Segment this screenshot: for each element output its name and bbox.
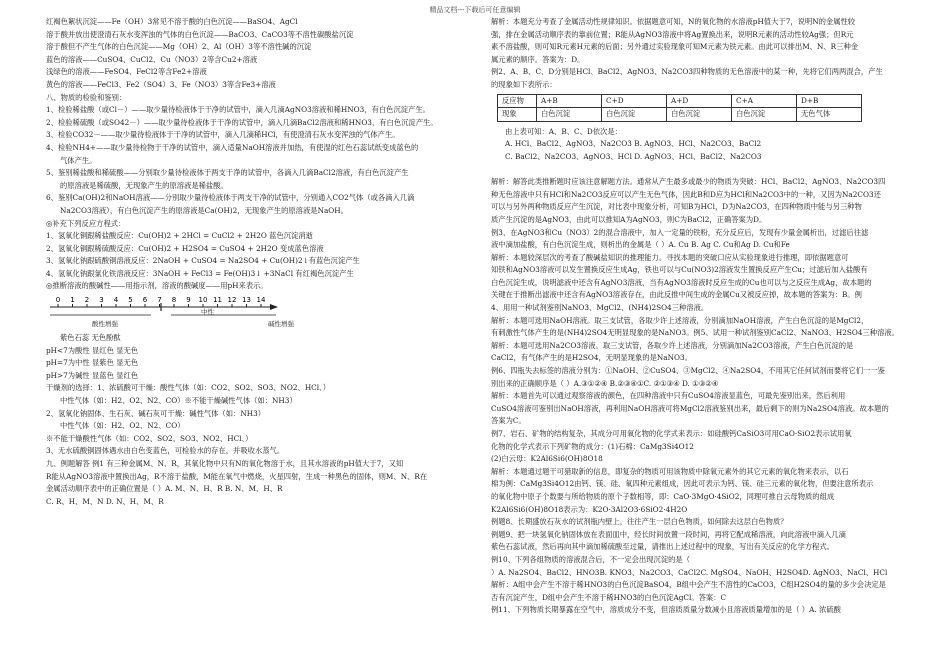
text-line: 别出来的正确顺序是（ ）A.③①②④ B.②③④①C. ②①③④ D. ①③②④	[491, 378, 719, 388]
text-line: 1、氢氧化铜跟稀盐酸反应：Cu(OH)2 + 2HCl = CuCl2 + 2H2O 蓝色沉淀消逝	[46, 231, 313, 241]
text-line: 4、氢氧化钠跟氯化铁溶液反应：3NaOH + FeCl3 = Fe(OH)3↓ +3NaCl 有红褐色沉淀产生	[46, 268, 354, 278]
text-line	[491, 164, 923, 177]
text-line: C. BaCl2、Na2CO3、AgNO3、HCl D. AgNO3、HCl、BaCl2、Na2CO3	[505, 151, 762, 161]
text-line: ）A. Na2SO4、BaCl2、HNO3B. KNO3、Na2CO3、CaCl2C. MgSO4、NaOH、H2SO4D. AgNO3、NaCl、HCl	[491, 567, 888, 577]
text-line: 3、检验CO32－——取少量待检液体于干净的试管中，滴入几滴稀HCl，有使澄清石灰水变浑浊的气体产生。	[46, 130, 400, 140]
text-line: 八、物质的检验和鉴别：	[46, 92, 127, 102]
text-line: 化物的化学式表示下列矿物的成分：(1)石棉：CaMg3Si4O12	[491, 441, 694, 451]
ph-tick-label: 10	[198, 296, 208, 305]
text-line: 紫色石蕊试液，然后再向其中滴加稀硫酸至过量，请推出上述过程中的现象，写出有关反应的化学方程式。	[491, 542, 834, 552]
table-cell: A+D	[667, 94, 732, 108]
text-line: 的现象如下表所示：	[491, 79, 557, 89]
text-line: 1、检验稀盐酸（或Cl－）——取少量待检液体于干净的试管中，滴入几滴AgNO3溶液和稀HNO3，有白色沉淀产生。	[46, 105, 430, 115]
text-line: 九、例题解答 例1 有三种金属M、N、R，其氧化物中只有N的氧化物溶于水，且其水溶液的pH值大于7，又知	[46, 459, 404, 468]
text-line: 例2、A、B、C、D分别是HCl、BaCl2、AgNO3、Na2CO3四种物质的无色溶液中的某一种，先将它们两两混合，产生	[491, 67, 883, 77]
table-cell: 现象	[498, 108, 537, 122]
text-line: 答案为C。	[491, 416, 526, 426]
left-text-block-1	[46, 16, 458, 293]
text-line: 白色沉淀生成，说明滤液中还含有AgNO3溶液，当有AgNO3溶液时反应生成的Cu也可以与之反应生成Ag，故本题的	[491, 277, 872, 287]
text-line: 金属活动顺序表中的正确位置是（ ）A. M、N、H、R B. N、M、H、R	[46, 484, 283, 494]
text-line: 浅绿色的溶液——FeSO4、FeCl2等含Fe2+溶液	[46, 67, 207, 77]
text-line: C. R、H、M、N D. N、H、M、R	[46, 496, 164, 506]
page-header: 精品文档---下载后可任意编辑	[429, 6, 521, 14]
table-cell: 反应物	[498, 94, 537, 108]
text-line: 例3、在AgNO3和Cu（NO3）2的混合溶液中，加入一定量的铁粉，充分反应后，发现有少量金属析出，过滤后往滤	[491, 227, 869, 237]
ph-tick-label: 1	[70, 296, 75, 305]
text-line: K2Al6Si6(OH)8O18表示为：K2O·3Al2O3·6SiO2·4H2O	[491, 504, 688, 514]
text-line: 6、鉴别Ca(OH)2和NaOH溶液——分别取少量待检液体于两支干净的试管中，分别通入CO2气体（或各滴入几滴	[46, 193, 415, 203]
text-line: pH>7为碱性 显蓝色 显红色	[46, 370, 139, 380]
text-line: 4、检验NH4+——取少量待检物于干净的试管中，滴入适量NaOH溶液并加热，有使湿的红色石蕊试纸变成蓝色的	[46, 142, 419, 152]
text-line: CaCl2，有气体产生的是H2SO4，无明显现象的是NaNO3。	[491, 353, 692, 363]
right-text-block-2	[491, 126, 923, 617]
text-line: pH=7为中性 显紫色 显无色	[46, 358, 139, 368]
text-line: 属元素的顺序。答案为：D。	[491, 54, 585, 64]
text-line: 3、氢氧化钠跟硫酸铜溶液反应：2NaOH + CuSO4 = Na2SO4 + Cu(OH)2↓有蓝色沉淀产生	[46, 256, 360, 266]
right-text-block-1	[491, 16, 923, 92]
text-line: 红褐色絮状沉淀——Fe（OH）3常见不溶于酸的白色沉淀——BaSO4、AgCl	[46, 17, 298, 26]
table-cell: C+D	[602, 94, 667, 108]
text-line: 解析：本题可选用Na2CO3溶液。取三支试管，各取少许上述溶液，分别滴加Na2CO3溶液，产生白色沉淀的是	[491, 340, 854, 350]
text-line: A. HCl、BaCl2、AgNO3、Na2CO3 B. AgNO3、HCl、Na2CO3、BaCl2	[505, 139, 762, 149]
table-cell: D+B	[797, 94, 862, 108]
text-line: 强，排在金属活动顺序表的靠前位置；R能从AgNO3溶液中将Ag置换出来，说明R元素的活动性较Ag强；但R元	[491, 29, 854, 39]
text-line: 例6、四瓶失去标签的溶液分别为：①NaOH、②CuSO4、③MgCl2、④Na2SO4，不用其它任何试剂而要将它们一一鉴	[491, 366, 885, 376]
acid-label: 酸性增强	[92, 320, 118, 329]
text-line: ◎补充下列反应方程式：	[46, 218, 126, 228]
text-line: ◎推断溶液的酸碱性——用指示剂，溶液的酸碱度——用pH来表示。	[46, 281, 268, 291]
text-line: 例题8、长期盛放石灰水的试剂瓶内壁上，往往产生一层白色物质，如何除去这层白色物质？	[491, 517, 788, 527]
ph-tick-label: 0	[55, 296, 61, 305]
text-line: 质产生沉淀的是AgNO3，由此可以推知A为AgNO3，则C为BaCl2，正确答案为D。	[491, 214, 767, 224]
text-line: R能从AgNO3溶液中置换出Ag，R不溶于盐酸，M能在氧气中燃烧，火星四射，生成一种黑色的固体，则M、N、R在	[46, 471, 428, 481]
text-line: 2、检验稀硫酸（或SO42－）——取少量待检液体于干净的试管中，滴入几滴BaCl2溶液和稀HNO3，有白色沉淀产生。	[46, 117, 438, 127]
text-line: 紫色石蕊 无色酚酞	[60, 333, 121, 343]
text-line: 4、用用一种试剂鉴别NaNO3、MgCl2、(NH4)2SO4三种溶液。	[491, 303, 709, 313]
ph-tick-label: 8	[171, 296, 177, 305]
ph-tick-label: 7	[157, 296, 162, 305]
text-line: 2、氢氧化钠固体、生石灰、碱石灰可干燥：碱性气体（如：NH3）	[46, 408, 266, 418]
text-line: 解析：本题可选用NaOH溶液。取三支试管，各取少许上述溶液，分别滴加NaOH溶液，产生白色沉淀的是MgCl2，	[491, 315, 869, 325]
text-line: 关键在于推断出滤液中还含有AgNO3溶液存在，由此反推中间生成的金属Cu又被反应掉，故本题的答案为：B。例	[491, 290, 862, 300]
text-line: 的原溶液是稀硫酸，无现象产生的原溶液是稀盐酸。	[60, 180, 228, 190]
table-row	[498, 94, 862, 108]
reaction-table	[497, 94, 862, 122]
text-line: pH<7为酸性 显红色 显无色	[46, 345, 139, 355]
text-line: 溶于酸并放出使澄清石灰水变浑浊的气体的白色沉淀——BaCO3、CaCO3等不溶性碳酸盐沉淀	[46, 29, 354, 39]
text-line: ※不能干燥酸性气体（如：CO2、SO2、SO3、NO2、HCl、）	[46, 433, 253, 443]
ph-scale	[46, 295, 458, 329]
text-line: 3、无水硫酸铜固体遇水由白色变蓝色，可检验水的存在，并吸收水蒸气。	[46, 446, 285, 456]
table-cell: 白色沉淀	[732, 108, 797, 122]
text-line: 解析：A组中会产生不溶于稀HNO3的白色沉淀BaSO4，B组中会产生不溶性的CaCO3，C组H2SO4的量的多少会决定是	[491, 580, 886, 590]
text-line: 的氧化物中原子个数要与所给物质的原个子数相等，即：CaO·3MgO·4SiO2，同理可推白云母物质的组成	[491, 491, 835, 501]
text-line: 解析：本题通过题干可猎取新的信息，即复杂的物质可用该物质中除氧元素外的其它元素的氧化物来表示，以石	[491, 466, 849, 476]
text-line: 可以与另外两种物质反应产生沉淀，对比表中现象分析，可知B为HCl，D为Na2CO3，在四种物质中能与另三种物	[491, 202, 862, 212]
text-line: 否有沉淀产生，D组中会产生不溶于稀HNO3的白色沉淀AgCl。答案：C	[491, 592, 727, 602]
table-row	[498, 108, 862, 122]
text-line: 解析：解答此类推断题时应该注意解题方法。通常从产生最多或最少的物质为突破：HCl、BaCl2、AgNO3、Na2CO3四	[491, 177, 886, 187]
right-column	[491, 16, 923, 617]
ph-tick-label: 2	[84, 296, 90, 305]
text-line: 中性气体（如：H2、O2、N2、CO）※不能干燥碱性气体（如：NH3）	[60, 396, 297, 406]
text-line: 例11、下列物质长期暴露在空气中，溶质成分不变，但溶质质量分数减小且溶液质量增加的是（ ）A. 浓硫酸	[491, 605, 841, 615]
table-cell: 白色沉淀	[667, 108, 732, 122]
text-line: 黄色的溶液——FeCl3、Fe2（SO4）3、Fe（NO3）3等含Fe3+溶液	[46, 79, 276, 89]
text-line: (2)白云母：K2Al6Si6(OH)8O18	[491, 454, 603, 464]
text-line: 例10、下列各组物质的溶液混合后，不一定会出现沉淀的是（	[491, 554, 691, 564]
text-line: 中性气体（如：H2、O2、N2、CO）	[60, 421, 185, 431]
text-line: 知铁和AgNO3溶液可以发生置换反应生成Ag，铁也可以与Cu(NO3)2溶液发生置换反应产生Cu；过滤后加入盐酸有	[491, 265, 868, 275]
left-text-block-2	[46, 332, 458, 508]
base-label: 碱性增强	[268, 320, 294, 329]
ph-tick-label: 13	[242, 296, 251, 305]
text-line: 蓝色的溶液——CuSO4、CuCl2、Cu（NO3）2等含Cu2+溶液	[46, 54, 258, 64]
table-cell: 无色气体	[797, 108, 862, 122]
ph-tick-label: 6	[142, 296, 148, 305]
table-cell: 白色沉淀	[602, 108, 667, 122]
text-line: 解析：本题较深层次的考查了酸碱盐知识的推理能力。寻找本题的突破口应从实验现象进行推理，即依据题意可	[491, 252, 849, 262]
text-line: 5、鉴别稀盐酸和稀硫酸——分别取少量待检液体于两支干净的试管中，各滴入几滴BaCl2溶液，有白色沉淀产生	[46, 168, 409, 178]
neutral-label: 中性	[201, 308, 214, 317]
text-line: 干燥剂的选择：1、浓硫酸可干燥：酸性气体（如：CO2、SO2、SO3、NO2、HCl、）	[46, 383, 331, 393]
ph-tick-label: 3	[99, 296, 104, 305]
ph-tick-label: 9	[186, 296, 191, 305]
table-cell: A+B	[537, 94, 602, 108]
ph-tick-label: 4	[113, 296, 119, 305]
ph-tick-label: 14	[256, 296, 266, 305]
text-line: 由上表可知：A、B、C、D依次是：	[505, 126, 622, 136]
left-column	[46, 16, 458, 508]
text-line: 溶于酸但不产生气体的白色沉淀——Mg（OH）2、Al（OH）3等不溶性碱的沉淀	[46, 42, 312, 52]
text-line: 解析：本题充分考查了金属活动性规律知识。依据题意可知，N的氧化物的水溶液pH值大于7，说明N的金属性较	[491, 17, 856, 26]
text-line: 2、氢氧化铜跟稀硫酸反应：Cu(OH)2 + H2SO4 = CuSO4 + 2H2O 变成蓝色溶液	[46, 243, 324, 253]
text-line: 种无色溶液中只有HCl和Na2CO3反应可以产生无色气体，因此B和D应为HCl和Na2CO3中的一种，又因为Na2CO3还	[491, 189, 881, 199]
text-line: 例题9、把一块氢氧化钠固体放在表面皿中，经长时间放置一段时间，再将它配成稀溶液，向此溶液中滴入几滴	[491, 529, 846, 539]
text-line: 液中滴加盐酸，有白色沉淀生成，则析出的金属是（ ）A. Cu B. Ag C. Cu和Ag D. Cu和Fe	[491, 240, 790, 250]
table-cell: 白色沉淀	[537, 108, 602, 122]
ph-tick-label: 12	[227, 296, 237, 305]
text-line: 例7、岩石、矿物的结构复杂，其成分可用氧化物的化学式来表示：如硅酸钙CaSiO3可用CaO·SiO2表示试用氧	[491, 429, 852, 438]
text-line: CuSO4溶液可鉴别出NaOH溶液，再利用NaOH溶液可将MgCl2溶液鉴别出来，最后剩下的则为Na2SO4溶液。故本题的	[491, 403, 889, 413]
ph-tick-label: 5	[128, 296, 133, 305]
table-cell: C+A	[732, 94, 797, 108]
text-line: 有刺激性气体产生的是(NH4)2SO4无明显现象的是NaNO3。例5、试用一种试剂鉴别CaCl2、NaNO3、H2SO4三种溶液。	[491, 328, 899, 338]
text-line: Na2CO3溶液），有白色沉淀产生的原溶液是Ca(OH)2，无现象产生的原溶液是NaOH。	[60, 205, 348, 215]
text-line: 解析：本题首先可以通过观察溶液的颜色，在四种溶液中只有CuSO4溶液显蓝色，可最先鉴别出来，然后利用	[491, 391, 846, 401]
text-line: 素不溶盐酸，则可知R元素H元素的后面；另外通过实验现象可知M元素为铁元素。由此可以排出M、N、R三种金	[491, 42, 859, 52]
ph-tick-label: 11	[213, 296, 222, 305]
text-line: 棉为例：CaMg3Si4O12由钙、镁、硅、氧四种元素组成，因此可表示为钙、镁、硅三元素的氧化物，但要注意所表示	[491, 479, 874, 489]
text-line: 气体产生。	[60, 155, 97, 165]
